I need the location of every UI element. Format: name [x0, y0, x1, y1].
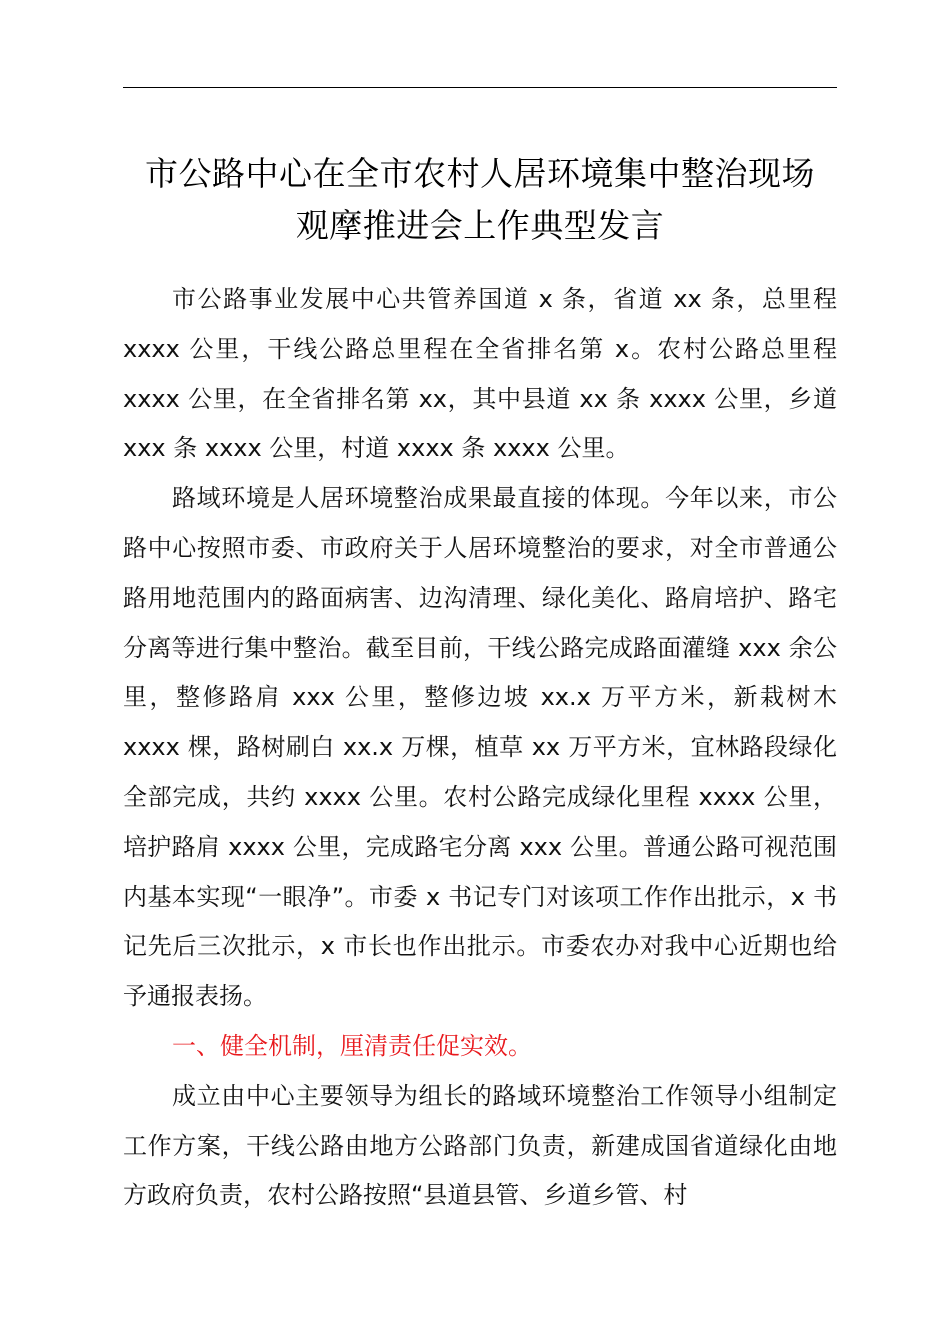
- title-line-2: 观摩推进会上作典型发言: [295, 206, 665, 245]
- paragraph-overview: 市公路事业发展中心共管养国道 x 条，省道 xx 条，总里程 xxxx 公里，干线公路总里程在全省排名第 x。农村公路总里程 xxxx 公里，在全省排名第 xx，其中县道 xx 条 xxxx 公里，乡道 xxx 条 xxxx 公里，村道 xxxx 条 xxxx 公里。: [123, 285, 837, 463]
- title-line-1: 市公路中心在全市农村人居环境集中整治现场: [145, 154, 815, 193]
- header-rule: [123, 87, 837, 88]
- document-body: [123, 275, 837, 1221]
- paragraph-mechanism: 成立由中心主要领导为组长的路域环境整治工作领导小组制定工作方案，干线公路由地方公路部门负责，新建成国省道绿化由地方政府负责，农村公路按照“县道县管、乡道乡管、村: [123, 1081, 837, 1210]
- section-heading: 一、健全机制，厘清责任促实效。: [172, 1031, 532, 1060]
- paragraph-progress: 路域环境是人居环境整治成果最直接的体现。今年以来，市公路中心按照市委、市政府关于人居环境整治的要求，对全市普通公路用地范围内的路面病害、边沟清理、绿化美化、路肩培护、路宅分离等进行集中整治。截至目前，干线公路完成路面灌缝 xxx 余公里，整修路肩 xxx 公里，整修边坡 xx.x 万平方米，新栽树木 xxxx 棵，路树刷白 xx.x 万棵，植草 xx 万平方米，宜林路段绿化全部完成，共约 xxxx 公里。农村公路完成绿化里程 xxxx 公里，培护路肩 xxxx 公里，完成路宅分离 xxx 公里。普通公路可视范围内基本实现“一眼净”。市委 x 书记专门对该项工作作出批示，x 书记先后三次批示，x 市长也作出批示。市委农办对我中心近期也给予通报表扬。: [123, 484, 837, 1011]
- document-title: [100, 148, 860, 252]
